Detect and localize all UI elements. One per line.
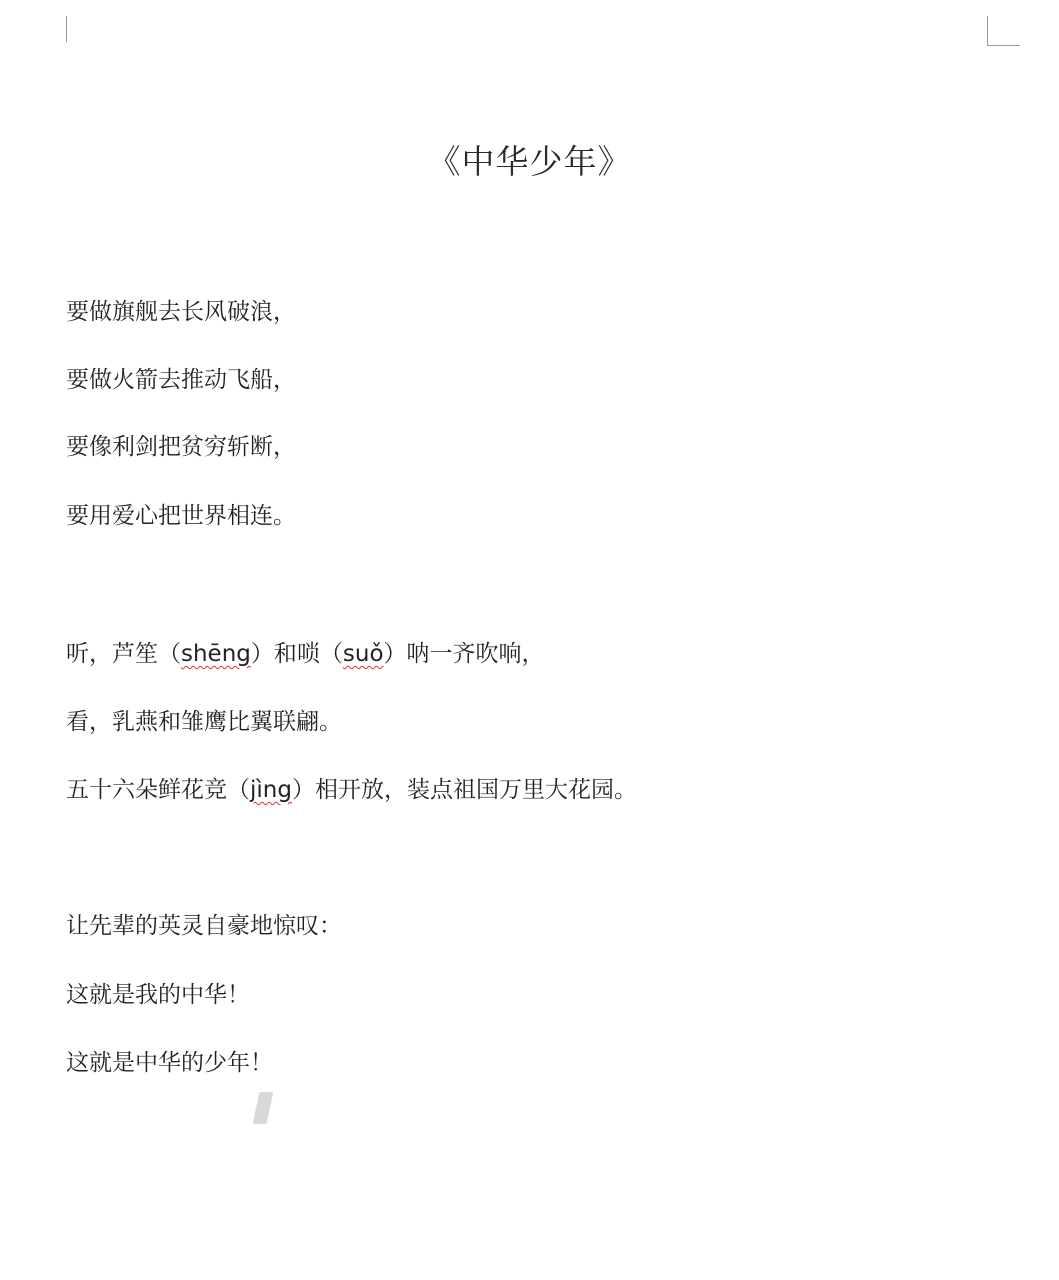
stanza2-line2: 看，乳燕和雏鹰比翼联翩。 [66,709,342,735]
stanza2-line3 [66,774,637,806]
stanza2-line3-part-a: 五十六朵鲜花竞（ [66,777,250,803]
stanza2-line1-part-a: 听，芦笙（ [66,641,181,667]
stanza1-line2: 要做火箭去推动飞船， [66,367,296,393]
stanza1-line4: 要用爱心把世界相连。 [66,503,296,529]
stanza3-line2: 这就是我的中华！ [66,982,250,1008]
stanza1-line3: 要像利剑把贫穷斩断， [66,434,296,460]
stanza1-line1: 要做旗舰去长风破浪， [66,299,296,325]
pinyin-sheng: shēng [181,641,251,667]
stanza2-line3-part-b: ）相开放，装点祖国万里大花园。 [291,777,637,803]
pinyin-suo: suǒ [342,641,384,667]
stanza3-line3: 这就是中华的少年！ [66,1050,273,1076]
stanza2-line1-part-c: ）呐一齐吹响， [383,641,545,667]
crop-mark-top-right [987,16,1020,46]
pinyin-jing: jìng [250,777,292,803]
document-title: 《中华少年》 [427,142,632,181]
faint-watermark-stroke [253,1092,274,1124]
stanza2-line1 [66,638,545,670]
stanza3-line1: 让先辈的英灵自豪地惊叹： [66,913,342,939]
stanza2-line1-part-b: ）和唢（ [250,641,343,667]
crop-mark-top-left [66,16,67,42]
